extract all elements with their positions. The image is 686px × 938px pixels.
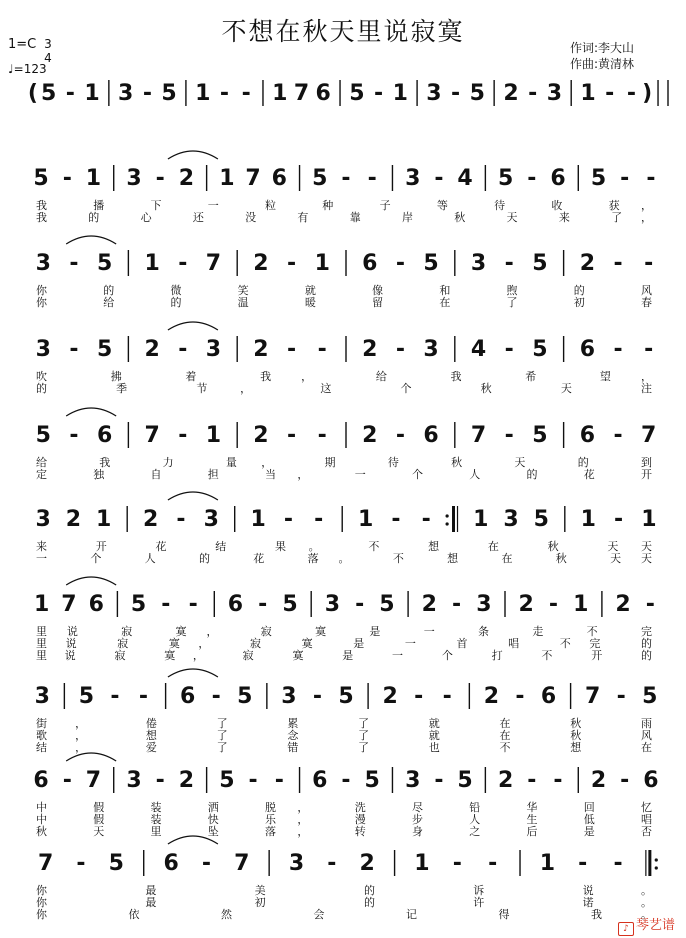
dash: - xyxy=(188,592,198,617)
lyric-line: 里说 寂 寞， 寂 寞 是 一 条 走 不 完 xyxy=(36,625,652,638)
note: 7 xyxy=(641,423,657,448)
note: 3 xyxy=(546,81,563,106)
note: 2 xyxy=(362,337,378,362)
dash: - xyxy=(317,423,327,448)
note: 6 xyxy=(312,768,328,793)
lyricist: 作词:李大山 xyxy=(570,41,635,55)
dash: - xyxy=(442,684,452,709)
dash: - xyxy=(241,81,251,106)
dash: - xyxy=(341,768,351,793)
note: 2 xyxy=(253,423,269,448)
dash: - xyxy=(395,423,405,448)
note: 3 xyxy=(203,507,219,532)
note: 6 xyxy=(643,768,659,793)
note: 3 xyxy=(35,251,51,276)
note: 1 xyxy=(144,251,160,276)
dash: - xyxy=(391,507,401,532)
note: 3 xyxy=(405,166,421,191)
note: 6 xyxy=(423,423,439,448)
note: 6 xyxy=(271,166,287,191)
dash: - xyxy=(613,337,623,362)
repeat-dot xyxy=(446,514,449,517)
slur xyxy=(66,577,116,585)
dash: - xyxy=(69,423,79,448)
note: 2 xyxy=(615,592,631,617)
note: 5 xyxy=(533,507,549,532)
note: 5 xyxy=(590,166,607,191)
dash: - xyxy=(155,166,165,191)
lyric-line: 歌， 想 了 念 了 就 在 秋 风 xyxy=(36,729,652,742)
note: 2 xyxy=(382,684,398,709)
note: 1 xyxy=(85,166,102,191)
note: 5 xyxy=(642,684,658,709)
note: 1 xyxy=(573,592,589,617)
repeat-start-barline xyxy=(446,506,458,532)
slur xyxy=(66,236,116,244)
lyric-line: 你 依 然 会 记 得 我。 xyxy=(36,908,652,921)
note: 1 xyxy=(84,81,100,106)
dash: - xyxy=(161,592,171,617)
note: 5 xyxy=(379,592,395,617)
dash: - xyxy=(395,337,405,362)
dash: - xyxy=(155,768,165,793)
note: 3 xyxy=(281,684,297,709)
note: 3 xyxy=(423,337,439,362)
note: 1 xyxy=(195,81,211,106)
note: 3 xyxy=(405,768,421,793)
dash: - xyxy=(201,851,212,876)
note: 3 xyxy=(126,768,142,793)
slur xyxy=(168,492,218,500)
note: 2 xyxy=(590,768,607,793)
note: 3 xyxy=(476,592,492,617)
dash: - xyxy=(178,423,188,448)
bracket: ( xyxy=(27,81,38,106)
note: 1 xyxy=(33,592,50,617)
slur xyxy=(66,753,116,761)
lyric-line: 给 我 力 量， 期 待 秋 天 的 到 xyxy=(36,456,653,469)
note: 2 xyxy=(144,337,160,362)
lyric-line: 中 假 装 快 乐， 漫 步 人 生 低 唱 xyxy=(36,813,652,826)
dash: - xyxy=(219,81,230,106)
dash: - xyxy=(528,81,538,106)
note: 5 xyxy=(96,251,113,276)
note: 5 xyxy=(96,337,113,362)
lyric-line: 来 开 花 结 果。 不 想 在 秋 天天 xyxy=(36,540,652,553)
lyric-line: 你 给 的 温 暖 留 在 了 初 春 xyxy=(36,296,652,309)
note: 1 xyxy=(473,507,489,532)
dash: - xyxy=(327,851,337,876)
dash: - xyxy=(527,166,537,191)
dash: - xyxy=(367,166,377,191)
note: 6 xyxy=(362,251,378,276)
music-logo-icon: ♪ xyxy=(618,922,634,936)
note: 7 xyxy=(585,684,601,709)
note: 5 xyxy=(497,166,514,191)
dash: - xyxy=(258,592,268,617)
dash: - xyxy=(110,684,120,709)
dash: - xyxy=(488,851,498,876)
note: 7 xyxy=(85,768,102,793)
dash: - xyxy=(527,768,537,793)
dash: - xyxy=(69,337,79,362)
dash: - xyxy=(178,251,188,276)
dash: - xyxy=(613,851,623,876)
lyric-line: 里说 寂 寞， 寂 寞 是 一 首 唱 不完 的 xyxy=(36,637,652,650)
dash: - xyxy=(69,251,79,276)
key-label: 1=C xyxy=(8,37,37,52)
slur xyxy=(66,408,116,416)
lyric-line: 你 最 美 的 诉 说。 xyxy=(36,884,652,897)
note: 2 xyxy=(253,251,269,276)
note: 6 xyxy=(540,684,557,709)
dash: - xyxy=(138,684,149,709)
dash: - xyxy=(62,166,72,191)
note: 6 xyxy=(33,768,49,793)
note: 3 xyxy=(118,81,134,106)
dash: - xyxy=(620,166,630,191)
lyric-line: 你 的 微 笑 就 像 和 煦 的 风 xyxy=(36,284,652,297)
lyric-line: 中 假 装 洒 脱， 洗 尽 铅 华 回 忆 xyxy=(36,801,652,814)
note: 5 xyxy=(469,81,485,106)
note: 2 xyxy=(483,684,500,709)
dash: - xyxy=(283,507,294,532)
dash: - xyxy=(434,768,444,793)
note: 3 xyxy=(324,592,341,617)
note: 5 xyxy=(108,851,124,876)
dash: - xyxy=(644,251,654,276)
note: 1 xyxy=(219,166,235,191)
dash: - xyxy=(414,684,424,709)
dash: - xyxy=(355,592,365,617)
dash: - xyxy=(613,423,623,448)
dash: - xyxy=(620,768,630,793)
note: 1 xyxy=(272,81,288,106)
dash: - xyxy=(317,337,327,362)
dash: - xyxy=(646,166,656,191)
note: 2 xyxy=(518,592,534,617)
bracket: ) xyxy=(642,81,653,106)
dash: - xyxy=(614,507,624,532)
dash: - xyxy=(644,337,654,362)
note: 3 xyxy=(288,851,305,876)
note: 5 xyxy=(282,592,298,617)
note: 6 xyxy=(163,851,179,876)
dash: - xyxy=(504,337,514,362)
note: 5 xyxy=(312,166,328,191)
dash: - xyxy=(434,166,444,191)
lyric-line: 定 独 自 担 当， 一 个 人 的 花 开 xyxy=(36,468,652,481)
note: 1 xyxy=(314,251,330,276)
note: 5 xyxy=(35,423,51,448)
note: 5 xyxy=(161,81,177,106)
repeat-sign-text: :| xyxy=(649,870,651,871)
note: 2 xyxy=(503,81,519,106)
lyric-line: 吹 拂 着 我， 给 我 希 望， xyxy=(36,370,652,383)
dash: - xyxy=(274,768,284,793)
dash: - xyxy=(287,251,297,276)
note: 7 xyxy=(293,81,310,106)
slur xyxy=(168,669,218,677)
note: 6 xyxy=(227,592,244,617)
dash: - xyxy=(451,592,462,617)
page-title: 不想在秋天里说寂寞 xyxy=(221,17,465,46)
dash: - xyxy=(178,337,188,362)
dash: - xyxy=(312,684,323,709)
note: 5 xyxy=(532,251,548,276)
dash: - xyxy=(626,81,637,106)
dash: - xyxy=(62,768,72,793)
dash: - xyxy=(341,166,351,191)
note: 1 xyxy=(641,507,657,532)
dash: - xyxy=(421,507,431,532)
note: 5 xyxy=(532,423,548,448)
dash: - xyxy=(142,81,152,106)
lyric-line: 结， 爱 了 错 了 也 不 想 在 xyxy=(36,741,652,754)
time-top: 3 xyxy=(44,37,52,51)
dash: - xyxy=(248,768,258,793)
note: 6 xyxy=(88,592,104,617)
note: 1 xyxy=(358,507,374,532)
note: 7 xyxy=(470,423,487,448)
note: 6 xyxy=(579,423,596,448)
note: 1 xyxy=(250,507,266,532)
note: 1 xyxy=(539,851,556,876)
note: 3 xyxy=(35,507,51,532)
composer: 作曲:黄清林 xyxy=(570,57,635,71)
slur xyxy=(168,322,218,330)
note: 3 xyxy=(426,81,442,106)
note: 1 xyxy=(580,81,596,106)
note: 6 xyxy=(180,684,196,709)
repeat-dot xyxy=(446,522,449,525)
note: 2 xyxy=(359,851,375,876)
note: 5 xyxy=(130,592,147,617)
watermark-text: 琴艺谱 xyxy=(636,918,676,933)
watermark xyxy=(618,914,675,936)
repeat-dot xyxy=(655,858,658,861)
dash: - xyxy=(578,851,588,876)
dash: - xyxy=(452,851,462,876)
repeat-sign-text: ||: xyxy=(453,526,455,527)
note: 6 xyxy=(315,81,331,106)
time-bottom: 4 xyxy=(44,51,52,65)
note: 7 xyxy=(144,423,160,448)
note: 5 xyxy=(338,684,354,709)
dash: - xyxy=(504,251,514,276)
lyric-line: 里说 寂 寞， 寂 寞 是 一 个 打 不 开 的 xyxy=(36,649,653,662)
note: 4 xyxy=(457,166,473,191)
dash: - xyxy=(613,251,623,276)
note: 5 xyxy=(457,768,473,793)
lyric-line: 一 个 人 的 花 落。 不 想 在 秋 天天 xyxy=(36,552,652,565)
note: 5 xyxy=(423,251,439,276)
note: 3 xyxy=(503,507,519,532)
lyric-line: 街， 倦 了 累 了 就 在 秋 雨 xyxy=(36,717,652,730)
note: 2 xyxy=(579,251,596,276)
note: 3 xyxy=(126,166,142,191)
note: 5 xyxy=(364,768,380,793)
note: 4 xyxy=(470,337,487,362)
note: 2 xyxy=(362,423,378,448)
lyric-line: 秋 天 里 坠 落， 转 身 之 后 是 否 xyxy=(36,825,652,838)
dash: - xyxy=(287,337,297,362)
note: 7 xyxy=(38,851,54,876)
note: 5 xyxy=(78,684,95,709)
note: 5 xyxy=(33,166,49,191)
note: 2 xyxy=(178,166,195,191)
dash: - xyxy=(616,684,626,709)
dash: - xyxy=(211,684,221,709)
note: 6 xyxy=(550,166,566,191)
note: 5 xyxy=(219,768,235,793)
dash: - xyxy=(515,684,525,709)
note: 3 xyxy=(34,684,50,709)
note: 6 xyxy=(96,423,113,448)
note: 7 xyxy=(245,166,261,191)
dash: - xyxy=(548,592,559,617)
note: 1 xyxy=(580,507,596,532)
note: 7 xyxy=(205,251,222,276)
lyric-line: 我 播 下 一 粒 种 子 等 待 收 获， xyxy=(36,199,652,212)
note: 2 xyxy=(421,592,437,617)
dash: - xyxy=(373,81,384,106)
dash: - xyxy=(645,592,655,617)
quarter-note-icon: ♩ xyxy=(8,62,14,76)
note: 5 xyxy=(237,684,253,709)
dash: - xyxy=(504,423,514,448)
dash: - xyxy=(65,81,75,106)
note: 2 xyxy=(143,507,159,532)
dash: - xyxy=(76,851,86,876)
note: 5 xyxy=(40,81,57,106)
slur xyxy=(168,151,218,159)
note: 2 xyxy=(178,768,195,793)
note: 7 xyxy=(61,592,77,617)
repeat-dot xyxy=(655,866,658,869)
tempo-value: =123 xyxy=(13,62,47,76)
note: 1 xyxy=(205,423,222,448)
dash: - xyxy=(553,768,563,793)
dash: - xyxy=(605,81,615,106)
note: 7 xyxy=(234,851,250,876)
note: 2 xyxy=(497,768,514,793)
lyric-line: 我 的 心 还 没 有 靠 岸 秋 天 来 了， xyxy=(36,211,652,224)
note: 3 xyxy=(35,337,51,362)
note: 3 xyxy=(205,337,222,362)
note: 3 xyxy=(470,251,487,276)
note: 1 xyxy=(392,81,408,106)
note: 5 xyxy=(349,81,365,106)
lyric-line: 你 最 初 的 许 诺。 xyxy=(36,896,652,909)
note: 5 xyxy=(532,337,548,362)
note: 1 xyxy=(96,507,112,532)
note: 6 xyxy=(579,337,596,362)
dash: - xyxy=(287,423,297,448)
dash: - xyxy=(314,507,324,532)
repeat-end-barline xyxy=(646,850,658,876)
note: 2 xyxy=(65,507,82,532)
dash: - xyxy=(395,251,405,276)
note: 1 xyxy=(414,851,430,876)
dash: - xyxy=(176,507,186,532)
lyric-line: 的 季 节， 这 个 秋 天 注 xyxy=(36,382,653,395)
dash: - xyxy=(451,81,461,106)
note: 2 xyxy=(253,337,269,362)
